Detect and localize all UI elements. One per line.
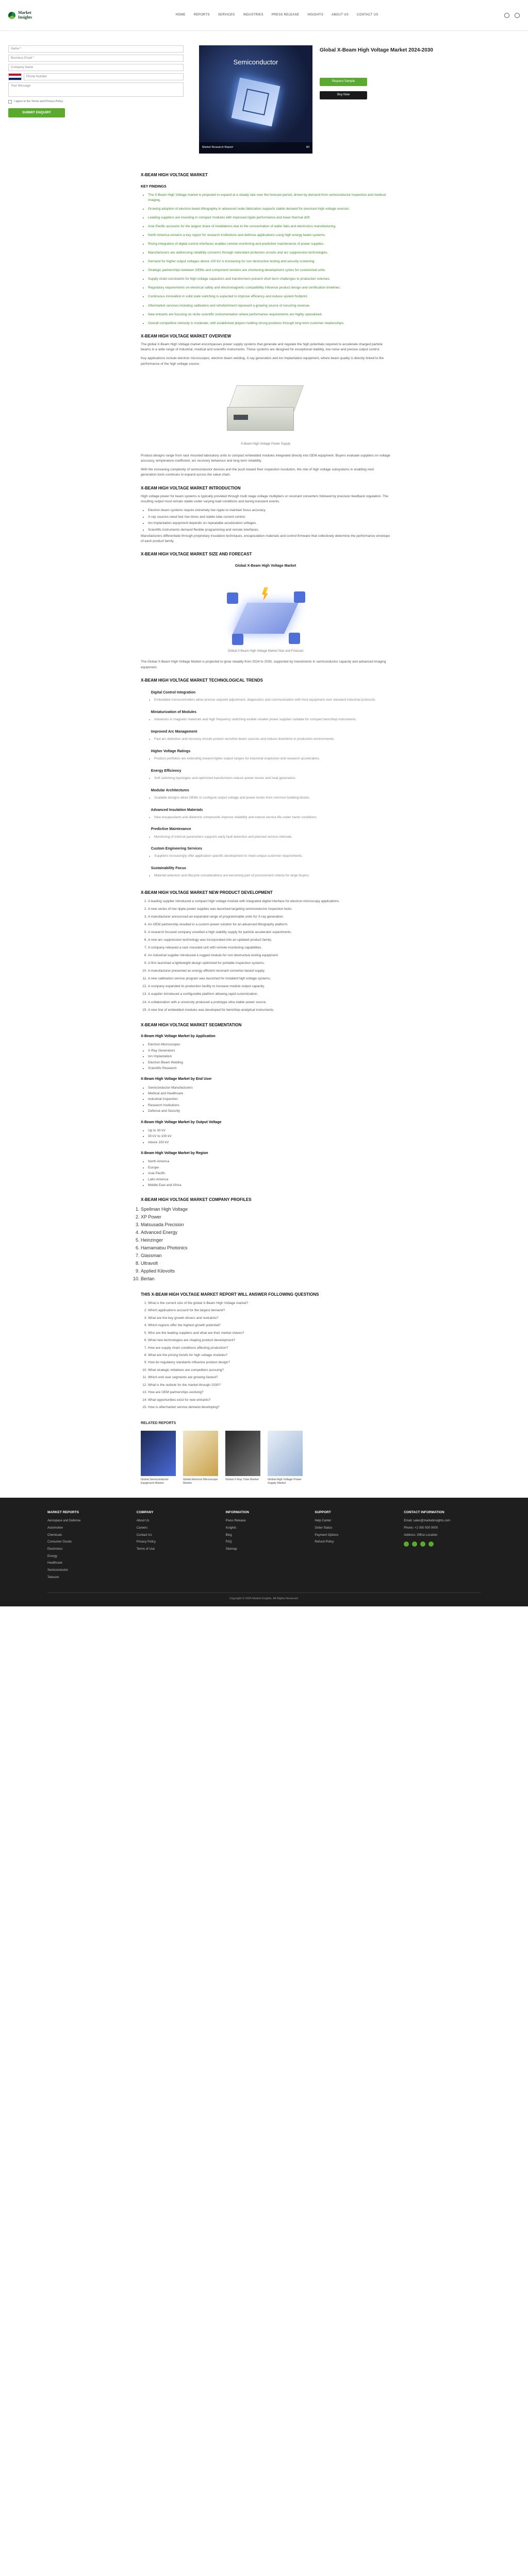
copyright: Copyright © 2024 Market Insights. All Rights Reserved. [47,1592,481,1601]
report-hero [0,31,528,163]
development-item: 10. A manufacturer presented an energy efficient resonant converter based supply. [148,969,390,974]
company-item: 10. Bertan [141,1276,390,1282]
youtube-icon[interactable] [428,1541,434,1547]
section-heading: X-BEAM HIGH VOLTAGE MARKET [141,173,208,177]
nav-item-about[interactable]: ABOUT US [332,13,349,17]
lightning-icon [262,587,268,601]
search-icon[interactable] [504,13,509,18]
footer-column [137,1510,213,1583]
country-flag-icon[interactable] [8,73,22,80]
trend-body [141,698,390,703]
infographic-title: Global X-Beam High Voltage Market [235,564,296,568]
related-report-card[interactable] [268,1431,303,1485]
trend-title: 1. Predictive Maintenance [147,827,390,832]
development-item: 2. A new series of low ripple power supplies was launched targeting semiconductor inspection tools. [148,907,390,912]
footer-link[interactable]: Help Center [315,1519,332,1523]
trend-body [141,756,390,761]
company-item: 3. Matsusada Precision [141,1222,390,1228]
phone-field[interactable]: Phone Number [24,73,184,80]
finding-item: • New entrants are focusing on niche scientific instrumentation where performance requirements are highly specialized. [148,312,390,317]
finding-item: • Regulatory requirements on electrical safety and electromagnetic compatibility influence product design and certification timelines. [148,285,390,291]
circuit-illustration [217,572,315,649]
footer-link[interactable]: Insights [225,1526,237,1530]
footer-link[interactable]: About Us [136,1519,150,1523]
trend-text: • Scalable designs allow OEMs to configure output voltage and power levels from common building blocks. [154,795,390,801]
footer-link[interactable]: Healthcare [47,1562,63,1565]
trend-text: • Monitoring of internal parameters supports early fault detection and planned service intervals. [154,835,390,840]
segment-title: X-Beam High Voltage Market by Region [141,1151,208,1156]
nav-item-reports[interactable]: REPORTS [193,13,210,17]
nav-item-press[interactable]: PRESS RELEASE [271,13,300,17]
footer-column [404,1510,481,1583]
footer-links [404,1519,481,1537]
segment-item: • Defense and Security [148,1109,390,1113]
segment-item: • Europe [148,1165,390,1170]
faq-item: 14. What opportunities exist for new entrants? [148,1398,390,1402]
segment-item: • X-Ray Generators [148,1048,390,1053]
trend-title: 1. Custom Engineering Services [147,846,390,852]
related-report-label[interactable]: Global X-Ray Tube Market [225,1478,259,1481]
faq-item: 3. What are the key growth drivers and restraints? [148,1316,390,1320]
trends-list [141,690,390,878]
segmentation [141,1034,390,1188]
faq-item: 9. How do regulatory standards influence product design? [148,1360,390,1365]
development-item: 12. A company expanded its production facility to increase module output capacity. [148,984,390,989]
finding-item: • Rising integration of digital control interfaces enables remote monitoring and predictive maintenance of power supplies. [148,242,390,247]
development-item: 7. A company released a rack mounted unit with remote monitoring capabilities. [148,945,390,951]
trend-body [141,835,390,840]
trend-title: 1. Advanced Insulation Materials [147,808,390,813]
footer-link[interactable]: Electronics [47,1547,63,1551]
message-field[interactable]: Your Message [8,82,184,97]
trend-text: • Embedded microcontrollers allow precise setpoint adjustment, diagnostics and communication with host equipment over standard industrial protocols. [154,698,390,703]
segment-item: • Up to 30 kV [148,1128,390,1133]
section-heading: X-BEAM HIGH VOLTAGE MARKET NEW PRODUCT DEVELOPMENT [141,890,273,895]
linkedin-icon[interactable] [420,1541,425,1547]
section-heading: X-BEAM HIGH VOLTAGE MARKET SEGMENTATION [141,1022,242,1027]
name-field[interactable]: Name * [8,45,184,53]
logo-icon [8,12,15,19]
paragraph: Product designs range from rack mounted laboratory units to compact embedded modules integrated directly into OEM equipment. Buyers evaluate suppliers on voltage accuracy, temperature coefficient, arc recovery behaviour and long term reliability. [141,454,390,463]
footer-link[interactable]: Careers [136,1526,148,1530]
agree-label: I agree to the Terms and Privacy Policy [14,100,63,103]
trend-body [141,873,390,878]
related-report-card[interactable] [225,1431,260,1485]
segment-item: • Latin America [148,1177,390,1182]
market-infographic [141,564,390,654]
footer-link[interactable]: Privacy Policy [136,1540,156,1544]
trend-body [141,776,390,781]
faq-item: 6. What new technologies are shaping product development? [148,1338,390,1343]
finding-item: • Continuous innovation in solid state switching is expected to improve efficiency and reduce system footprint. [148,294,390,299]
trend-text: • Product portfolios are extending toward higher output ranges for industrial inspection and research accelerators. [154,756,390,761]
segment-title: X-Beam High Voltage Market by Application [141,1035,216,1039]
footer-column-title: SUPPORT [315,1510,331,1514]
footer-column-title: CONTACT INFORMATION [404,1510,444,1514]
cover-strip-label: Market Research Report [202,146,233,149]
segment-item: • Middle East and Africa [148,1183,390,1188]
trend-body [141,737,390,742]
finding-item: • North America remains a key region for research institutions and defense applications using high energy beam systems. [148,233,390,238]
footer-link[interactable]: Sitemap [225,1547,237,1551]
trend-text: • New encapsulants and dielectric compounds improve reliability and extend service life under harsh conditions. [154,815,390,820]
trend-body [141,795,390,801]
company-item: 7. Glassman [141,1252,390,1259]
social-links [404,1541,481,1547]
segment-item: • Asia Pacific [148,1171,390,1176]
faq-item: 12. What is the outlook for the market through 2030? [148,1383,390,1387]
development-item: 4. An OEM partnership resulted in a custom power solution for an advanced lithography platform. [148,922,390,927]
faq-item: 2. Which applications account for the largest demand? [148,1308,390,1313]
key-findings-list [141,193,390,326]
segment-list [141,1128,390,1145]
paragraph: The global X-Beam High Voltage market encompasses power supply systems that generate and regulate the high potentials required to accelerate charged particle beams in a wide range of industrial, medical and scientific instruments. These systems are designed for exceptional stability, low noise and precise output control. [141,343,383,352]
paragraph: Key applications include electron microscopes, electron beam welding, X-ray generation and ion implantation equipment, where beam quality is directly linked to the performance of the high voltage source. [141,357,384,366]
segment-item: • Research Institutions [148,1103,390,1108]
footer-link[interactable]: FAQ [225,1540,232,1544]
footer-links [226,1519,303,1551]
twitter-icon[interactable] [412,1541,417,1547]
facebook-icon[interactable] [404,1541,409,1547]
finding-item: • Asia Pacific accounts for the largest share of installations due to the concentration of wafer fabs and electronics manufacturing. [148,224,390,229]
related-report-image[interactable] [225,1431,260,1476]
segment-item: • 30 kV to 100 kV [148,1134,390,1139]
section-heading: X-BEAM HIGH VOLTAGE MARKET OVERVIEW [141,333,232,338]
finding-item: • Leading suppliers are investing in compact modules with improved ripple performance and lower thermal drift. [148,215,390,221]
development-item: 1. A leading supplier introduced a compact high voltage module with integrated digital interface for electron microscopy applications. [148,899,390,904]
footer-link[interactable]: Press Release [225,1519,246,1523]
infographic-caption: Global X-Beam High Voltage Market Size and Forecast [227,649,304,653]
cart-icon[interactable] [515,13,520,18]
faq-item: 7. How are supply chain conditions affecting production? [148,1346,390,1350]
segment-title: X-Beam High Voltage Market by Output Voltage [141,1120,222,1124]
related-title: RELATED REPORTS [141,1421,176,1426]
faq-item: 5. Who are the leading suppliers and what are their market shares? [148,1331,390,1335]
footer-link[interactable]: Energy [47,1554,58,1558]
segment-list [141,1042,390,1071]
section-heading: X-BEAM HIGH VOLTAGE MARKET COMPANY PROFILES [141,1197,252,1202]
agree-checkbox[interactable] [8,100,12,104]
request-sample-button[interactable]: Request Sample [320,78,367,86]
faq-item: 10. What strategic initiatives are competitors pursuing? [148,1368,390,1372]
site-header [0,0,528,31]
logo-line1: Market [18,10,31,15]
finding-item: • Aftermarket services including calibration and refurbishment represent a growing source of recurring revenue. [148,303,390,309]
segment-item: • Ion Implantation [148,1054,390,1059]
trend-text: • Suppliers increasingly offer application specific development to meet unique customer requirements. [154,854,390,859]
segment-item: • Scientific Research [148,1066,390,1071]
footer-link[interactable]: Refund Policy [315,1540,334,1544]
list-item: • Electron beam systems require extremely low ripple to maintain focus accuracy. [148,508,390,513]
segment-list [141,1159,390,1188]
section-heading: X-BEAM HIGH VOLTAGE MARKET SIZE AND FORECAST [141,552,252,557]
faq-item: 4. Which regions offer the highest growth potential? [148,1323,390,1328]
company-item: 6. Hamamatsu Photonics [141,1245,390,1251]
development-item: 9. A firm launched a lightweight design optimized for portable inspection systems. [148,961,390,966]
footer-link[interactable]: Order Status [315,1526,333,1530]
development-item: 6. A new arc suppression technology was incorporated into an updated product family. [148,938,390,943]
segment-item: • Medical and Healthcare [148,1091,390,1096]
trend-title: 1. Energy Efficiency [147,769,390,774]
trend-text: • Fast arc detection and recovery circuits protect sensitive beam sources and reduce downtime in production environments. [154,737,390,742]
faq-item: 13. How are OEM partnerships evolving? [148,1390,390,1395]
finding-item: • Strategic partnerships between OEMs and component vendors are shortening development cycles for customized units. [148,268,390,273]
company-field[interactable]: Company Name [8,64,184,71]
cover-title: Semiconductor [233,58,278,66]
development-item: 8. An industrial supplier introduced a rugged module for non destructive testing equipment. [148,953,390,958]
nav-item-services[interactable]: SERVICES [218,13,235,17]
segment-title: X-Beam High Voltage Market by End User [141,1077,212,1081]
footer-column-title: INFORMATION [225,1510,249,1514]
section-heading: X-BEAM HIGH VOLTAGE MARKET INTRODUCTION [141,485,241,490]
company-item: 4. Advanced Energy [141,1229,390,1236]
finding-item: • Manufacturers are addressing reliability concerns through redundant protection circuits and arc suppression technologies. [148,250,390,256]
company-item: 5. Heinzinger [141,1237,390,1244]
development-list [141,899,390,1013]
related-report-card[interactable] [141,1431,176,1485]
footer-link[interactable]: Aerospace and Defense [47,1519,81,1523]
footer-column [226,1510,303,1583]
faq-item: 1. What is the current size of the global X-Beam High Voltage market? [148,1301,390,1306]
section-heading: THIS X-BEAM HIGH VOLTAGE MARKET REPORT WILL ANSWER FOLLOWING QUESTIONS [141,1292,319,1297]
logo-line2: Insights [18,14,32,20]
trend-text: • Soft switching topologies and optimized transformers reduce power losses and heat generation. [154,776,390,781]
trend-body [141,815,390,820]
company-profiles-list [141,1206,390,1282]
footer-link[interactable]: Terms of Use [136,1547,155,1551]
company-item: 8. Ultravolt [141,1260,390,1267]
development-item: 15. A new line of embedded modules was developed for benchtop analytical instruments. [148,1008,390,1013]
trend-title: 1. Digital Control Integration [147,690,390,696]
related-report-image[interactable] [268,1431,303,1476]
power-supply-image [222,380,309,437]
related-report-label[interactable]: Global Electron Microscope Market [183,1478,218,1485]
faq-item: 8. What are the pricing trends for high voltage modules? [148,1353,390,1358]
paragraph: With the increasing complexity of semiconductor devices and the push toward finer inspection resolution, the role of high voltage subsystems in enabling next generation tools continues to expand across the value chain. [141,468,374,477]
footer-column-title: MARKET REPORTS [47,1510,79,1514]
footer-link[interactable]: Contact Us [136,1533,152,1537]
footer-link[interactable]: Email: sales@marketinsights.com [404,1519,451,1523]
trend-text: • Advances in magnetic materials and high frequency switching enable smaller power supplies suitable for compact benchtop instruments. [154,717,390,722]
figure [141,375,390,447]
company-item: 2. XP Power [141,1214,390,1221]
list-item: • X-ray sources need fast rise times and stable tube current control. [148,515,390,519]
footer-column [315,1510,391,1583]
nav-item-industries[interactable]: INDUSTRIES [243,13,263,17]
segment-item: • Electron Beam Welding [148,1060,390,1065]
paragraph: The Global X-Beam High Voltage Market is projected to grow steadily from 2024 to 2030, supported by investments in semiconductor capacity and advanced imaging equipment. [141,660,386,669]
trend-text: • Material selection and lifecycle considerations are becoming part of procurement criteria for large buyers. [154,873,390,878]
development-item: 5. A research focused company unveiled a high stability supply for particle accelerator experiments. [148,930,390,935]
finding-item: • Demand for higher output voltages above 100 kV is increasing for non destructive testing and security screening. [148,259,390,264]
footer-link[interactable]: Automotive [47,1526,63,1530]
segment-item: • Electron Microscopes [148,1042,390,1047]
company-item: 1. Spellman High Voltage [141,1206,390,1213]
footer-link[interactable]: Semiconductor [47,1569,69,1572]
faq-item: 15. How is aftermarket service demand developing? [148,1405,390,1410]
footer-column [47,1510,124,1583]
finding-item: • Supply chain constraints for high voltage capacitors and transformers present short term challenges to production volumes. [148,277,390,282]
main-nav [65,13,489,18]
submit-enquiry-button[interactable]: SUBMIT ENQUIRY [8,108,65,117]
nav-item-insights[interactable]: INSIGHTS [307,13,324,17]
report-title: Global X-Beam High Voltage Market 2024-2030 [320,47,433,53]
faq-list [141,1301,390,1410]
trend-title: 1. Sustainability Focus [147,866,390,871]
footer-links [315,1519,391,1545]
footer-link[interactable]: Phone: +1 000 000 0000 [404,1526,438,1530]
segment-list [141,1086,390,1114]
trend-title: 1. Modular Architectures [147,788,390,793]
site-logo[interactable] [8,11,65,20]
trend-title: 1. Improved Arc Management [147,730,390,735]
list-item: • Scientific instruments demand flexible programming and remote interfaces. [148,528,390,532]
finding-item: • Growing adoption of electron beam lithography in advanced node fabrication supports stable demand for precision high voltage sources. [148,207,390,212]
finding-item: • Overall competitive intensity is moderate, with established players holding strong positions through long term customer relationships. [148,321,390,326]
segment-item: • Semiconductor Manufacturers [148,1086,390,1090]
footer-links [137,1519,213,1551]
segment-item: • North America [148,1159,390,1164]
report-article [141,172,390,1410]
finding-item: • The X-Beam High Voltage market is projected to expand at a steady rate over the forecast period, driven by demand from semiconductor inspection and medical imaging. [148,193,390,203]
footer-link[interactable]: Address: Office Location [404,1533,438,1537]
faq-item: 11. Which end user segments are growing fastest? [148,1375,390,1380]
company-item: 9. Applied Kilovolts [141,1268,390,1275]
footer-link[interactable]: Payment Options [315,1533,339,1537]
paragraph: High voltage power for beam systems is typically provided through multi stage voltage multipliers or resonant converters followed by precision feedback regulation. The resulting output must remain stable under varying load conditions and during transient events. [141,495,389,504]
development-item: 14. A collaboration with a university produced a prototype ultra stable power source. [148,1000,390,1005]
intro-bullet-list [141,508,390,532]
development-item: 13. A supplier introduced a configurable platform allowing rapid customization. [148,992,390,997]
cover-brand: MI [306,146,309,149]
trend-body [141,854,390,859]
trend-title: 1. Miniaturization of Modules [147,710,390,715]
paragraph: Manufacturers differentiate through proprietary insulation techniques, encapsulation materials and control firmware that collectively determine the performance envelope of each product family. [141,534,390,543]
trend-title: 1. Higher Voltage Ratings [147,749,390,754]
related-report-image[interactable] [141,1431,176,1476]
chip-illustration [232,78,280,127]
development-item: 11. A new calibration service program was launched for installed high voltage systems. [148,976,390,981]
section-heading: KEY FINDINGS [141,184,167,189]
list-item: • Ion implantation equipment depends on repeatable acceleration voltages. [148,521,390,526]
report-cover [199,45,312,154]
nav-item-home[interactable]: HOME [175,13,186,17]
footer-link[interactable]: Telecom [47,1575,59,1579]
related-reports [141,1421,390,1485]
related-report-card[interactable] [183,1431,218,1485]
enquiry-form [8,45,184,154]
segment-item: • Above 100 kV [148,1140,390,1145]
email-field[interactable]: Business Email * [8,55,184,62]
site-footer [0,1498,528,1607]
footer-links [47,1519,124,1580]
footer-link[interactable]: Chemicals [47,1533,62,1537]
nav-item-contact[interactable]: CONTACT US [357,13,378,17]
footer-column-title: COMPANY [136,1510,154,1514]
section-heading: X-BEAM HIGH VOLTAGE MARKET TECHNOLOGICAL TRENDS [141,677,263,683]
footer-link[interactable]: Blog [225,1533,232,1537]
related-report-label[interactable]: Global Semiconductor Equipment Market [141,1478,169,1485]
trend-body [141,717,390,722]
figure-caption: X-Beam High Voltage Power Supply [240,442,291,446]
related-report-label[interactable]: Global High Voltage Power Supply Market [268,1478,302,1485]
footer-link[interactable]: Consumer Goods [47,1540,72,1544]
related-report-image[interactable] [183,1431,218,1476]
buy-now-button[interactable]: Buy Now [320,91,367,99]
development-item: 3. A manufacturer announced an expanded range of programmable units for X-ray generation. [148,914,390,920]
segment-item: • Industrial Inspection [148,1097,390,1101]
